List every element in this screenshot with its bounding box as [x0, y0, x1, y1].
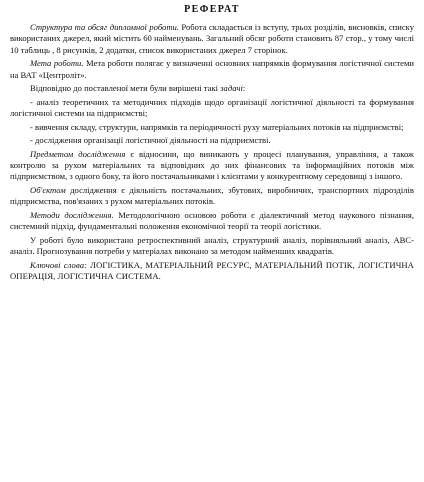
tasks-intro-italic: задачі: [220, 83, 243, 94]
methods-text: Методологічною основою роботи є діалектичний метод наукового пізнання, системний підхід, фундаментальні положення економічної теорії та теорії логістики.: [10, 209, 414, 232]
used-methods-paragraph: У роботі було використано ретроспективний аналіз, структурний аналіз, порівняльний аналіз, АВС-аналіз. Прогнозування потреби у матеріалах виконано за методом найменших квадратів.: [10, 234, 414, 257]
task-item: - дослідження організації логістичної діяльності на підприємстві.: [30, 135, 271, 146]
methods-paragraph: [10, 210, 414, 233]
keywords-paragraph: [10, 260, 414, 283]
object-lead: Об'єктом: [30, 184, 66, 195]
methods-lead: Методи дослідження.: [30, 209, 114, 220]
structure-lead: Структура та обсяг дипломної роботи.: [30, 22, 179, 32]
object-text: дослідження є діяльність постачальних, збутових, виробничих, транспортних підрозділів підприємства, пов'язаних з рухом матеріальних потоків.: [10, 184, 414, 207]
subject-lead: Предметом дослідження: [30, 148, 126, 159]
goal-text: Мета роботи полягає у визначенні основних напрямків формування логістичної системи на ВАТ «Центроліт».: [10, 58, 414, 80]
goal-paragraph: [10, 58, 414, 81]
structure-paragraph: [10, 22, 414, 56]
tasks-intro-end: :: [242, 83, 246, 94]
structure-text: Робота складається із вступу, трьох розділів, висновків, списку використаних джерел, який містить 60 найменувань. Загальний обсяг роботи становить 87 стор., у тому числі 10 таблиць , 8 рисунків, 2 додатки, список використаних джерел 7 сторінок.: [10, 22, 415, 55]
tasks-intro: [10, 83, 414, 94]
subject-paragraph: [10, 149, 414, 183]
goal-lead: Мета роботи.: [30, 58, 84, 69]
object-paragraph: [10, 185, 414, 208]
task-item: - аналіз теоретичних та методичних підходів щодо організації логістичної діяльності та формування логістичної системи на підприємстві;: [10, 96, 414, 119]
tasks-intro-text: Відповідно до поставленої мети були вирішені такі: [30, 83, 221, 94]
keywords-lead: Ключові слова:: [30, 259, 88, 270]
task-item: - вивчення складу, структури, напрямків та періодичності руху матеріальних потоків на підприємстві;: [30, 121, 404, 132]
subject-text: є відносини, що виникають у процесі планування, управління, а також контролю за рухом матеріальних та відповідних до них фінансових та інформаційних потоків між підприємством, з одного боку, та його постачальниками і клієнтами у конкурентному середовищі з іншого.: [10, 148, 414, 182]
document-title: РЕФЕРАТ: [184, 4, 240, 15]
keywords-text: ЛОГІСТИКА, МАТЕРІАЛЬНИЙ РЕСУРС, МАТЕРІАЛЬНИЙ ПОТІК, ЛОГІСТИЧНА ОПЕРАЦІЯ, ЛОГІСТИЧНА СИСТЕМА.: [10, 259, 414, 282]
